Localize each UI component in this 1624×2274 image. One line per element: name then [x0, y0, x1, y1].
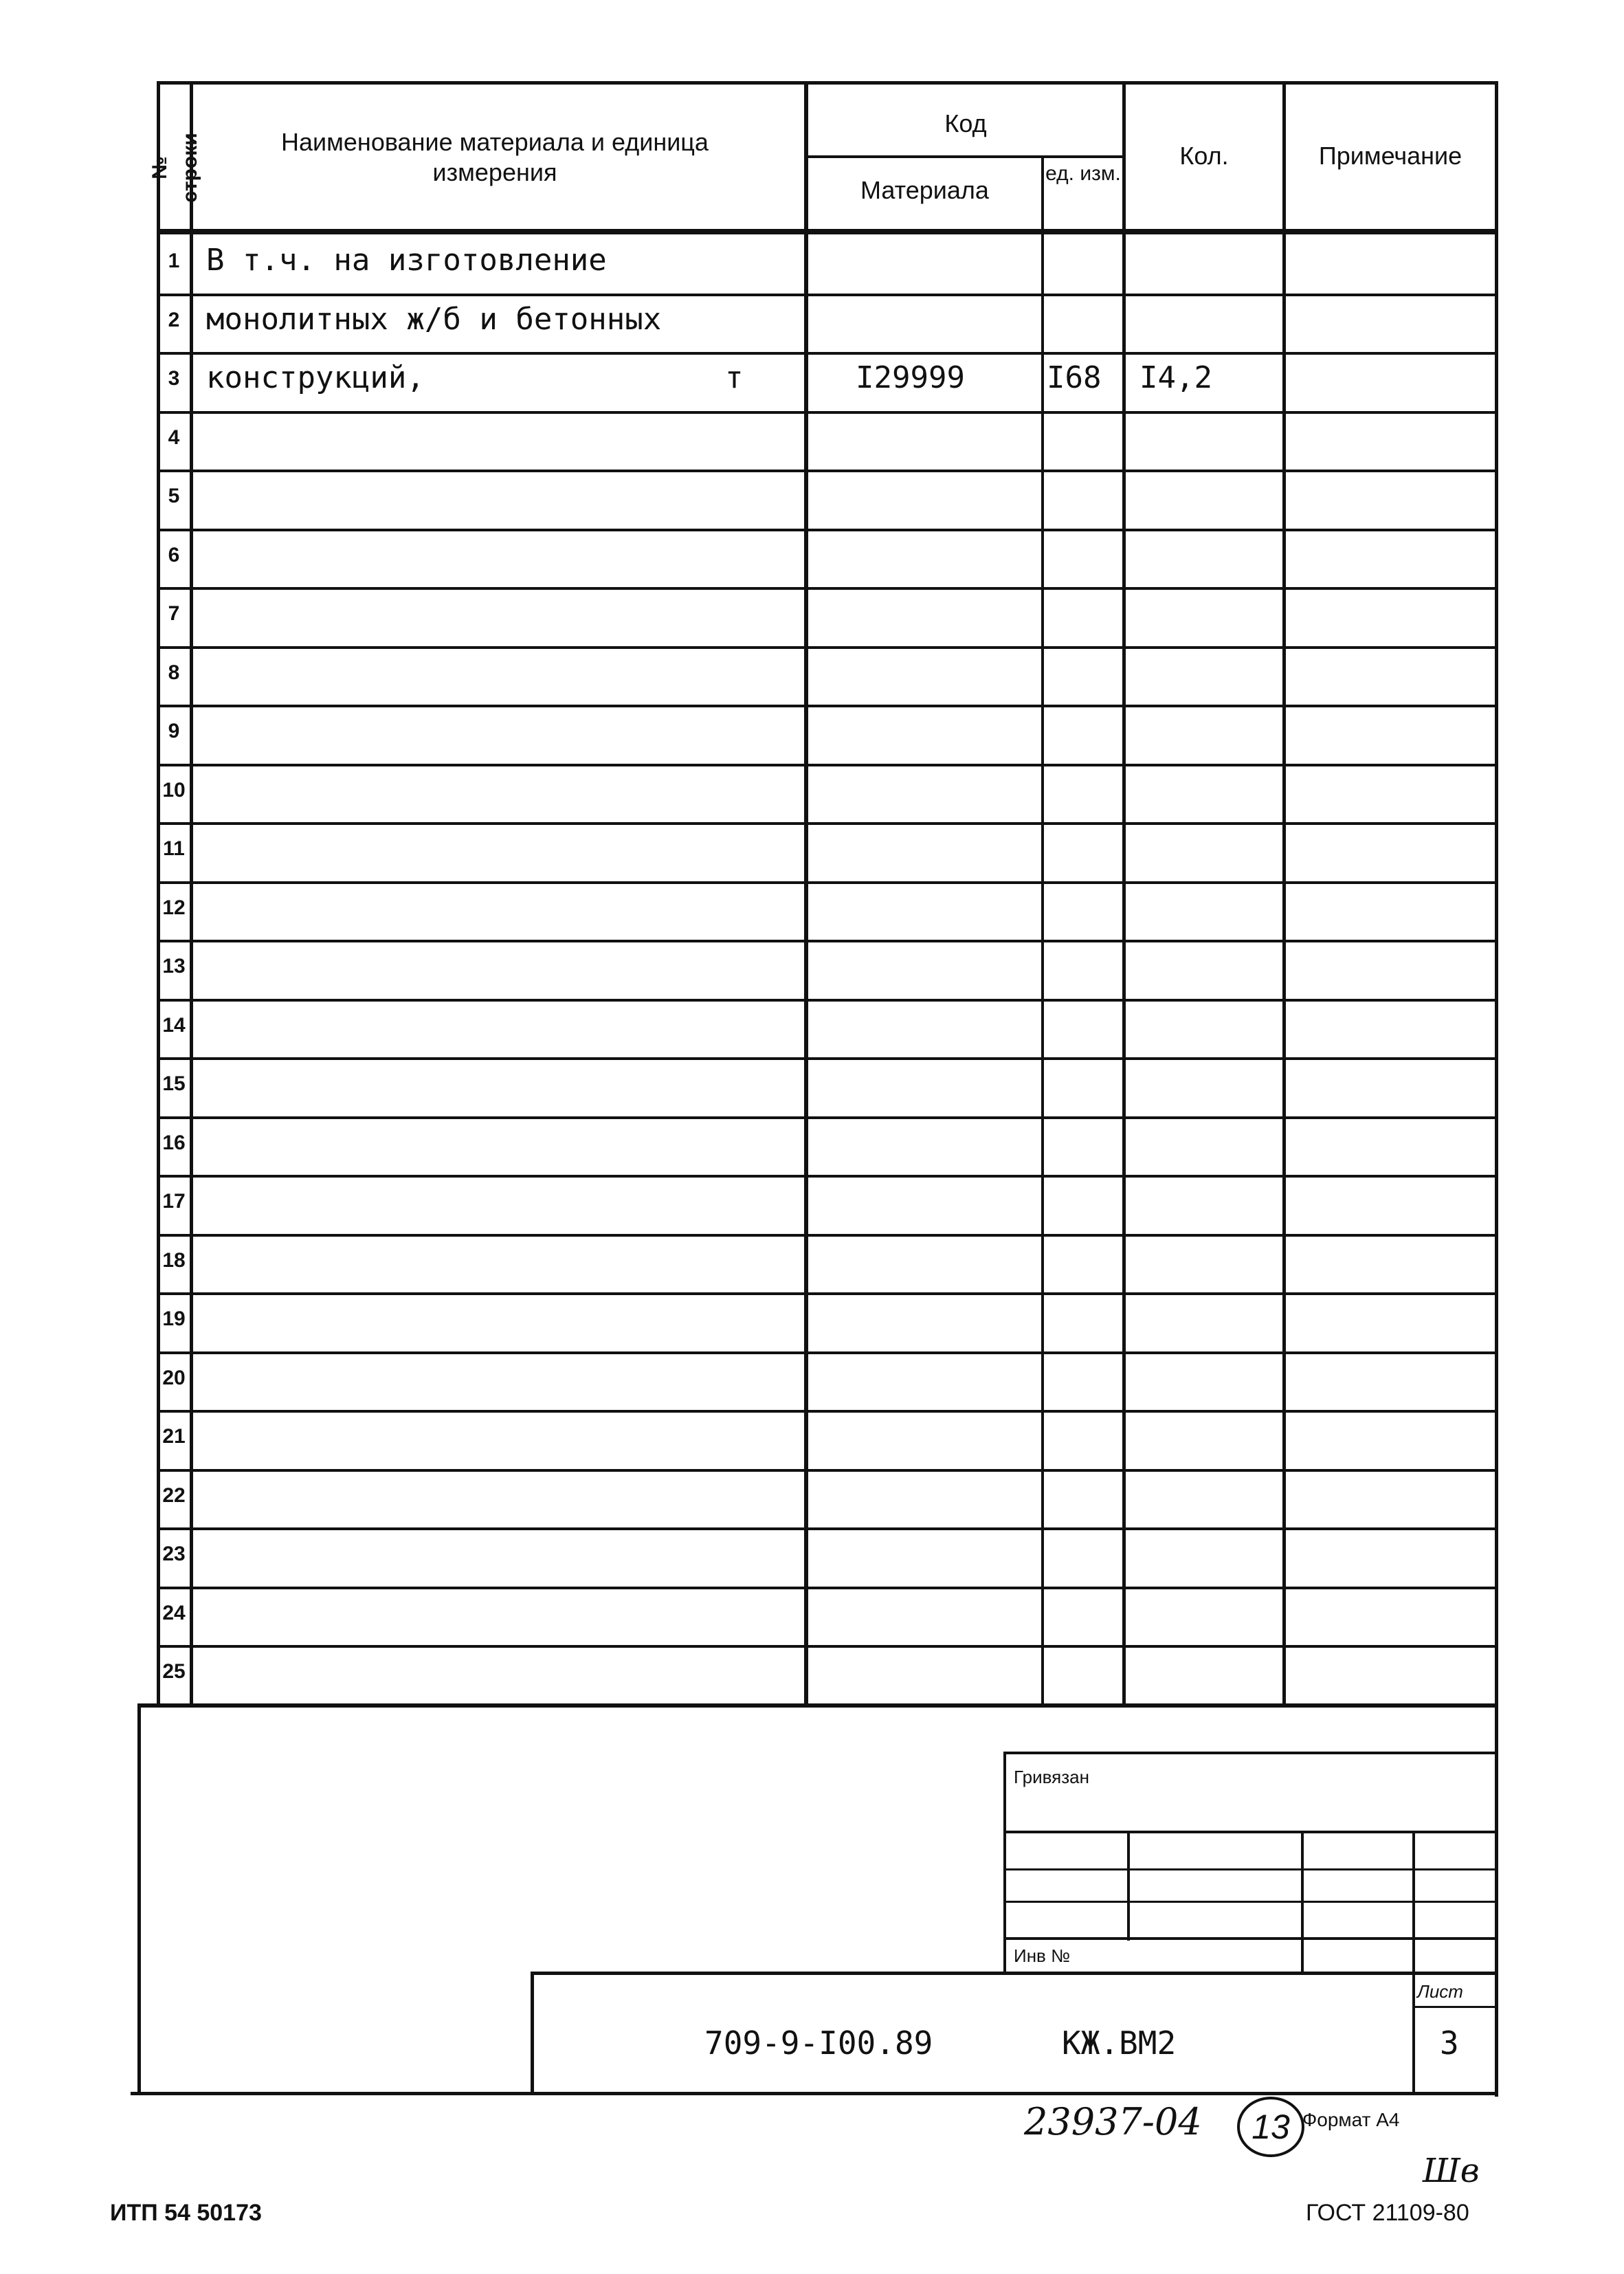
- inner-left: [137, 1705, 141, 2094]
- row-line: [157, 1116, 1498, 1119]
- header-material: Материала: [860, 176, 989, 204]
- footer-left: ИТП 54 50173: [110, 2200, 262, 2226]
- row-line: [157, 940, 1498, 942]
- col-line-4: [1122, 81, 1126, 1705]
- title-block-left: [531, 1972, 534, 2092]
- stamp-attached: Гривязан: [1014, 1767, 1089, 1787]
- row-line: [157, 822, 1498, 825]
- sheet-label: Лист: [1417, 1981, 1463, 2002]
- row-line: [157, 1351, 1498, 1354]
- stamp-line-4: [1003, 1937, 1495, 1940]
- stamp-line-3: [1003, 1901, 1495, 1903]
- cell-name: монолитных ж/б и бетонных: [206, 302, 662, 337]
- row-number: 17: [162, 1190, 186, 1213]
- handwritten-number: 23937-04: [1024, 2100, 1202, 2143]
- circled-number: [1237, 2097, 1304, 2157]
- row-line: [157, 1234, 1498, 1237]
- header-note: Примечание: [1318, 142, 1462, 170]
- stamp-col-3: [1412, 1831, 1415, 2092]
- cell-code: I29999: [856, 360, 965, 395]
- row-number: 20: [162, 1367, 186, 1389]
- row-number: 14: [162, 1014, 186, 1037]
- cell-qty: I4,2: [1139, 360, 1212, 395]
- row-number: 1: [168, 250, 180, 272]
- col-line-2: [804, 81, 808, 1705]
- code-split: [808, 155, 1124, 158]
- row-line: [157, 1469, 1498, 1472]
- row-number: 5: [168, 485, 180, 507]
- row-line: [157, 705, 1498, 707]
- row-number: 23: [162, 1543, 186, 1565]
- col-line-3: [1041, 155, 1044, 1705]
- row-line: [157, 1587, 1498, 1589]
- row-line: [157, 1527, 1498, 1530]
- header-row-no: № строки: [148, 133, 201, 203]
- row-line: [157, 1645, 1498, 1648]
- row-number: 24: [162, 1602, 186, 1624]
- doc-mark: КЖ.ВМ2: [1062, 2024, 1177, 2062]
- stamp-line-1: [1003, 1831, 1495, 1833]
- footer-right: ГОСТ 21109-80: [1306, 2200, 1469, 2226]
- row-number: 2: [168, 309, 180, 331]
- cell-unit-suffix: т: [725, 360, 744, 395]
- row-number: 6: [168, 544, 180, 566]
- row-number: 22: [162, 1484, 186, 1507]
- format-label: Формат А4: [1302, 2109, 1400, 2130]
- row-number: 21: [162, 1425, 186, 1448]
- cell-name: конструкций,: [206, 360, 425, 395]
- stamp-inv: Инв №: [1014, 1945, 1070, 1966]
- row-number: 15: [162, 1072, 186, 1095]
- frame-right: [1495, 81, 1498, 2097]
- stamp-col-2: [1301, 1831, 1304, 1972]
- row-number: 9: [168, 720, 180, 742]
- sheet-label-line: [1412, 2006, 1495, 2008]
- row-number: 4: [168, 426, 180, 449]
- sheet-number: 3: [1440, 2024, 1459, 2062]
- row-line: [157, 529, 1498, 531]
- row-number: 10: [162, 779, 186, 802]
- stamp-top-line: [137, 1703, 1498, 1708]
- stamp-line-2: [1003, 1868, 1495, 1870]
- row-number: 13: [162, 955, 186, 978]
- header-bottom: [157, 229, 1498, 234]
- row-line: [157, 764, 1498, 766]
- row-line: [157, 294, 1498, 296]
- col-line-5: [1282, 81, 1286, 1705]
- row-number: 19: [162, 1307, 186, 1330]
- row-line: [157, 1175, 1498, 1178]
- title-block-top: [531, 1972, 1495, 1975]
- frame-bottom: [131, 2092, 1498, 2095]
- row-number: 3: [168, 367, 180, 390]
- row-line: [157, 1292, 1498, 1295]
- row-line: [157, 352, 1498, 355]
- row-line: [157, 587, 1498, 590]
- row-line: [157, 470, 1498, 472]
- row-number: 8: [168, 661, 180, 684]
- row-line: [157, 999, 1498, 1002]
- header-unit: ед. изм.: [1045, 162, 1121, 185]
- col-line-1: [190, 81, 193, 1705]
- circled-number-text: 13: [1252, 2108, 1290, 2146]
- row-line: [157, 646, 1498, 649]
- row-number: 16: [162, 1132, 186, 1154]
- header-name: Наименование материала и единица измерения: [281, 128, 709, 186]
- doc-code: 709-9-I00.89: [704, 2024, 933, 2062]
- header-qty: Кол.: [1179, 142, 1229, 170]
- row-number: 25: [162, 1660, 186, 1683]
- cell-unit: I68: [1047, 360, 1102, 395]
- row-number: 7: [168, 602, 180, 625]
- header-code: Код: [944, 109, 987, 137]
- stamp-box-top: [1003, 1752, 1495, 1754]
- row-line: [157, 411, 1498, 414]
- row-number: 11: [163, 837, 185, 860]
- stamp-col-1: [1127, 1831, 1130, 1941]
- cell-name: В т.ч. на изготовление: [206, 243, 607, 278]
- row-line: [157, 1057, 1498, 1060]
- row-number: 18: [162, 1249, 186, 1272]
- signature: Шв: [1423, 2152, 1480, 2190]
- row-line: [157, 1410, 1498, 1413]
- row-line: [157, 881, 1498, 884]
- row-number: 12: [162, 896, 186, 919]
- frame-top: [157, 81, 1498, 85]
